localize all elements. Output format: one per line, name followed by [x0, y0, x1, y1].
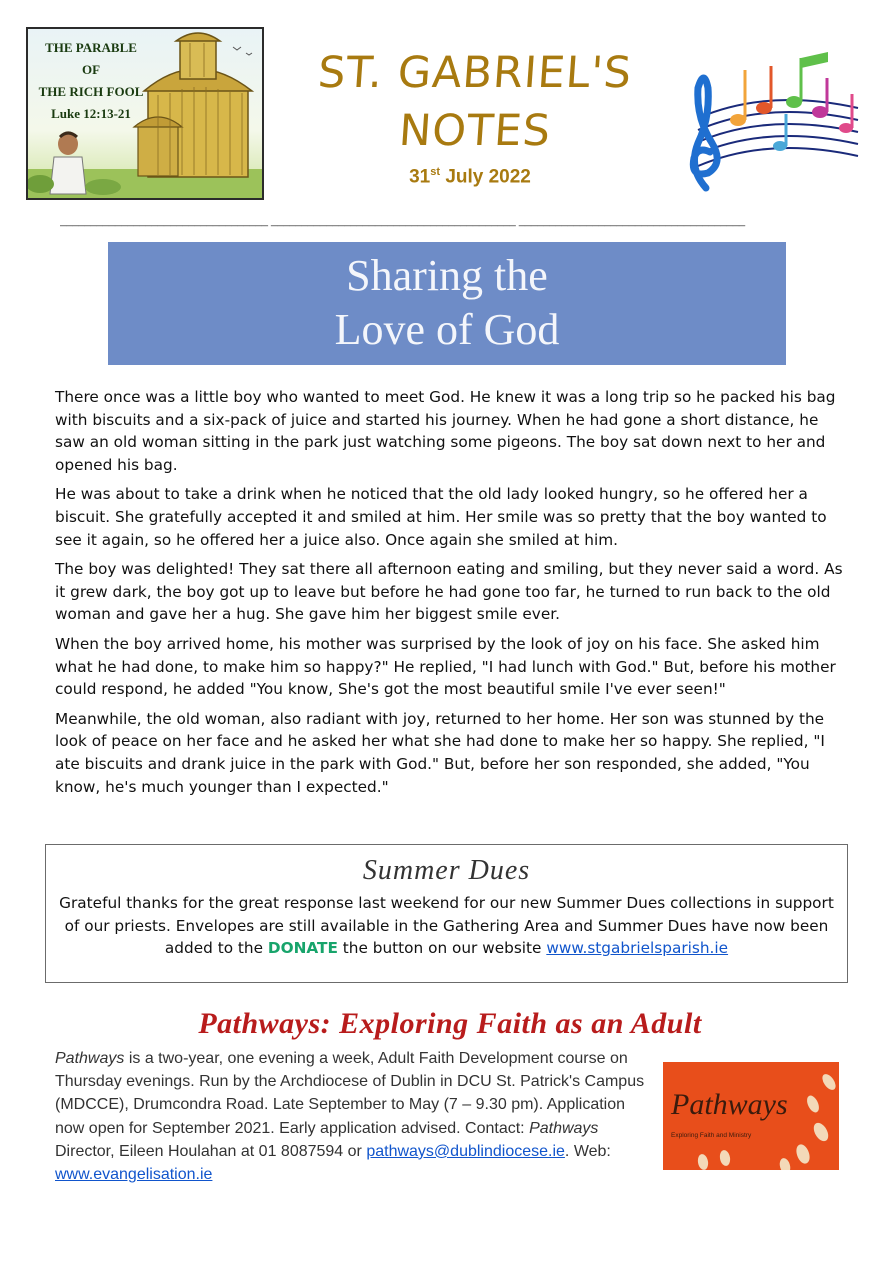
story-paragraph: There once was a little boy who wanted to meet God. He knew it was a long trip so he packed his bag with biscuits and a six-pack of juice and started his journey. When he had gone a short distance, he saw an old woman sitting in the park just watching some pigeons. The boy sat down next to her and opened his bag. — [55, 388, 836, 474]
story-paragraph: The boy was delighted! They sat there all afternoon eating and smiling, but they never said a word. As it grew dark, the boy got up to leave but before he had gone too far, he turned to run back to the old woman and gave her a hug. She gave him her biggest smile ever. — [55, 560, 843, 624]
pathways-name: Pathways — [55, 1050, 125, 1067]
pathways-title: Pathways: Exploring Faith as an Adult — [198, 1007, 702, 1040]
parable-line-2: OF — [81, 62, 101, 77]
story-paragraph: Meanwhile, the old woman, also radiant with joy, returned to her home. Her son was stunned by the look of peace on her face and he asked her what she had done to make her so happy. She replied, "I ate biscuits and drank juice in the park with God." But, before her son responded, she added, "You know, he's much younger than I expected." — [55, 709, 825, 796]
issue-date — [290, 166, 650, 188]
dues-text-2: the button on our website — [337, 939, 547, 958]
date-suffix: st — [430, 166, 441, 178]
banner-line-1: Sharing the — [346, 251, 548, 300]
parable-line-1: THE PARABLE — [45, 40, 137, 55]
pathways-text-3: . Web: — [564, 1142, 611, 1160]
parable-line-3: THE RICH FOOL — [38, 84, 144, 99]
summer-dues-body — [56, 892, 837, 960]
pathways-text-2: Director, Eileen Houlahan at 01 8087594 or — [55, 1142, 367, 1160]
pathways-body — [55, 1047, 655, 1186]
pathways-logo — [663, 1062, 839, 1170]
page-title-line-1: ST. GABRIEL'S — [316, 48, 634, 98]
evangelisation-website-link[interactable]: www.evangelisation.ie — [55, 1166, 213, 1184]
dues-text-1: Grateful thanks for the great response last weekend for our new Summer Dues collections in support of our priests. Envelopes are still available in the Gathering Area and Summer Dues have now been added to the — [59, 894, 834, 958]
parable-line-4: Luke 12:13-21 — [51, 106, 131, 121]
page-title-line-2: NOTES — [397, 106, 553, 156]
music-notes-icon — [668, 48, 864, 203]
date-day: 31 — [409, 166, 431, 188]
section-banner — [108, 242, 786, 365]
summer-dues-box — [45, 844, 848, 983]
donate-label: DONATE — [267, 939, 338, 958]
pathways-name-2: Pathways — [529, 1119, 599, 1137]
pathways-logo-title: Pathways — [671, 1088, 788, 1121]
parish-website-link[interactable]: www.stgabrielsparish.ie — [546, 939, 729, 958]
summer-dues-title: Summer Dues — [362, 855, 531, 886]
story-paragraph: He was about to take a drink when he noticed that the old lady looked hungry, so he offered her a biscuit. She gratefully accepted it and smiled at him. Her smile was so pretty that the boy wanted to see it again, so he offered her a juice also. Once again she smiled at him. — [55, 485, 827, 549]
story-paragraph: When the boy arrived home, his mother was surprised by the look of joy on his face. She asked him what he had done, to make him so happy?" He replied, "I had lunch with God." But, before his mother could respond, he added "You know, She's got the most beautiful smile I've ever seen!" — [55, 634, 836, 699]
pathways-logo-subtitle: Exploring Faith and Ministry — [671, 1132, 752, 1139]
parable-illustration — [26, 27, 264, 200]
pathways-text-1: is a two-year, one evening a week, Adult Faith Development course on Thursday evenings. Run by the Archdiocese of Dublin in DCU St. Patrick's Campus (MDCCE), Drumcondra Road. Late September to May (7 – 9.30 pm). Application now open for September 2021. Early application advised. Contact: — [55, 1050, 645, 1137]
banner-line-2: Love of God — [334, 305, 560, 354]
story-text — [55, 386, 845, 805]
date-rest: July 2022 — [445, 166, 531, 188]
parable-caption — [32, 37, 150, 125]
header-separator: __________________________________ ________________________________________ _____________________________________ — [60, 215, 746, 227]
pathways-email-link[interactable]: pathways@dublindiocese.ie — [366, 1142, 565, 1160]
